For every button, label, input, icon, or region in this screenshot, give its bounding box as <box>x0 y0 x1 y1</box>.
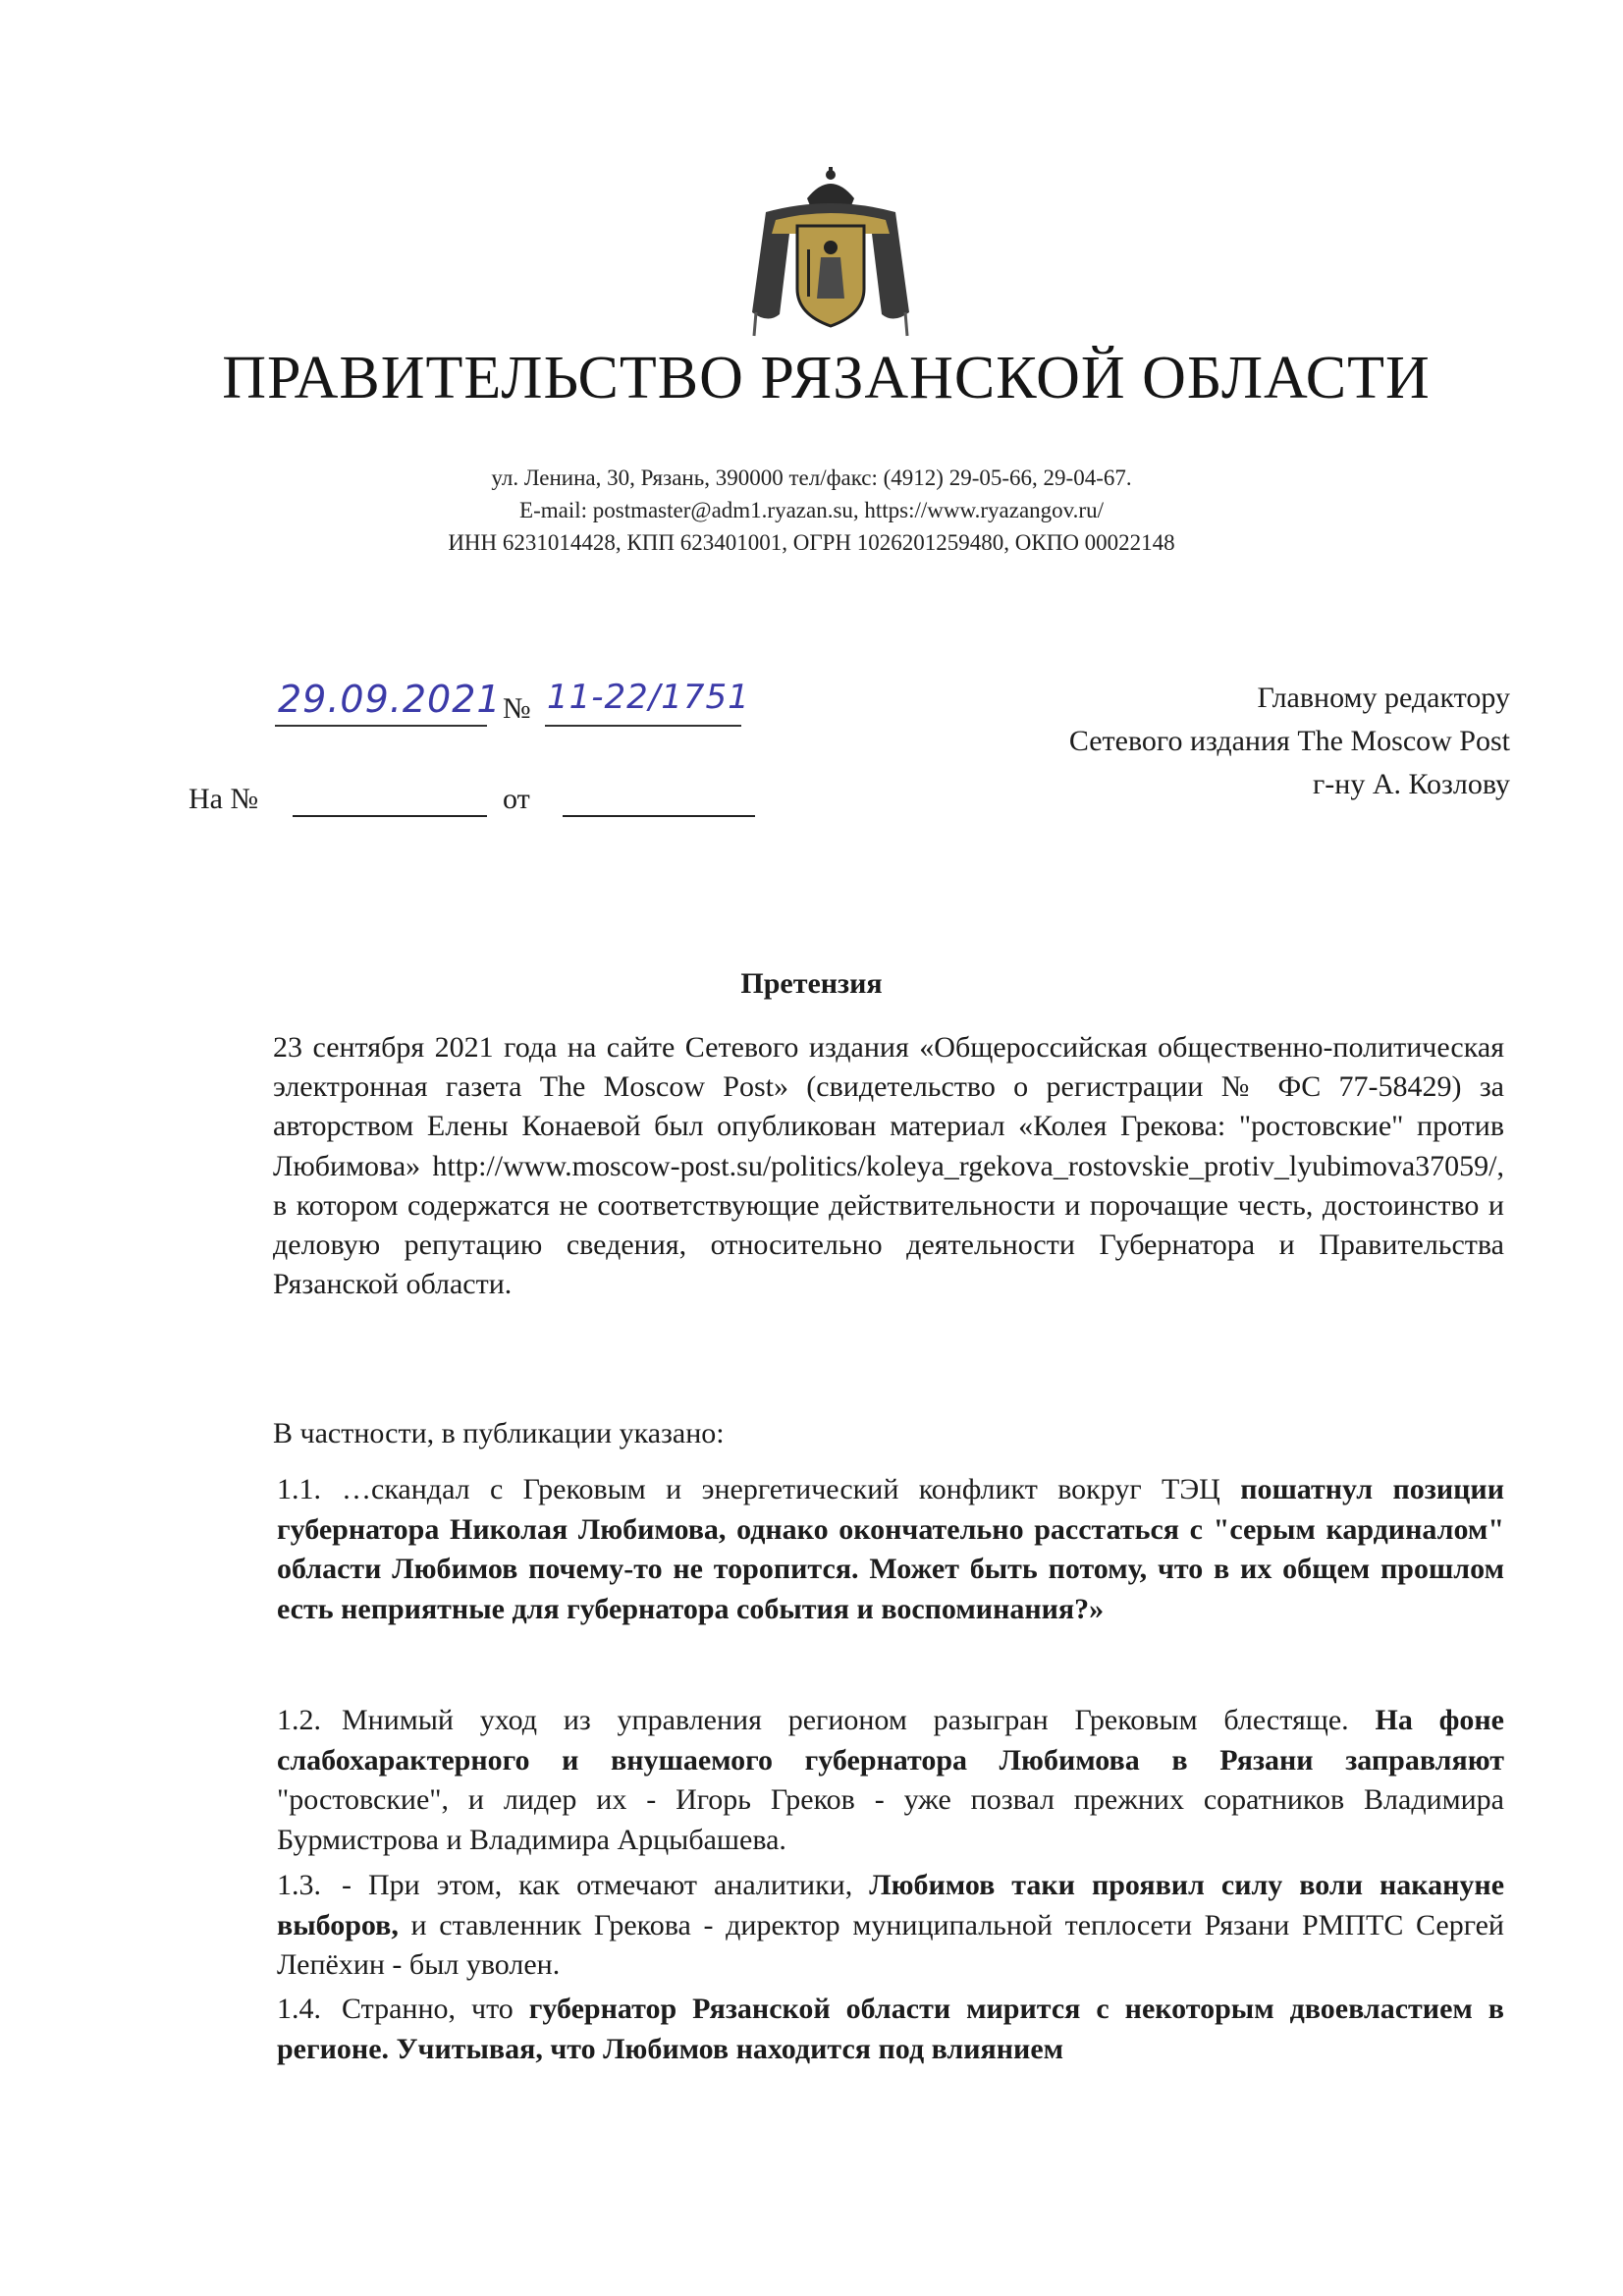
item-tail: "ростовские", и лидер их - Игорь Греков - уже позвал прежних соратников Владимира Бурмистрова и Владимира Арцыбашева. <box>277 1783 1504 1856</box>
reply-number-label: На № <box>189 783 259 815</box>
number-sign: № <box>503 692 531 725</box>
item-number: 1.2. <box>277 1704 321 1736</box>
date-underline <box>275 725 487 727</box>
quote-item <box>277 1990 1504 2069</box>
item-plain: Мнимый уход из управления регионом разыгран Грековым блестяще. <box>342 1704 1376 1736</box>
contact-line: E-mail: postmaster@adm1.ryazan.su, https://www.ryazangov.ru/ <box>519 498 1104 522</box>
registration-date: 29.09.2021 <box>278 678 502 721</box>
requisites-line: ИНН 6231014428, КПП 623401001, ОГРН 1026201259480, ОКПО 00022148 <box>448 530 1175 555</box>
item-bold: пошатнул позиции губернатора Николая Любимова, однако окончательно расстаться с "серым кардиналом" области Любимов почему-то не торопится. Может быть потому, что в их общем прошлом есть неприятные для губернатора события и воспоминания?» <box>277 1473 1504 1625</box>
reply-date-label: от <box>503 783 530 815</box>
registration-number: 11-22/1751 <box>547 678 750 717</box>
item-number: 1.3. <box>277 1869 321 1901</box>
quote-item <box>277 1866 1504 1986</box>
coat-of-arms-icon <box>746 165 915 342</box>
document-heading: Претензия <box>740 967 883 1000</box>
item-tail: и ставленник Грекова - директор муниципальной теплосети Рязани РМПТС Сергей Лепёхин - был уволен. <box>277 1908 1504 1981</box>
item-plain: …скандал с Грековым и энергетический конфликт вокруг ТЭЦ <box>342 1473 1241 1505</box>
item-plain: - При этом, как отмечают аналитики, <box>342 1869 870 1901</box>
item-plain: Странно, что <box>342 1993 529 2025</box>
addressee-line3: г-ну А. Козлову <box>1313 768 1510 800</box>
reply-date-blank <box>563 815 755 817</box>
address-line: ул. Ленина, 30, Рязань, 390000 тел/факс: (4912) 29-05-66, 29-04-67. <box>491 465 1132 490</box>
organization-title: ПРАВИТЕЛЬСТВО РЯЗАНСКОЙ ОБЛАСТИ <box>222 345 1431 411</box>
item-bold: Любимов таки проявил силу воли накануне выборов, <box>277 1869 1505 1941</box>
addressee-line2: Сетевого издания The Moscow Post <box>1068 725 1510 757</box>
lead-text: 23 сентября 2021 года на сайте Сетевого издания «Общероссийская общественно-политическая электронная газета The Moscow Post» (свидетельство о регистрации № ФС 77-58429) за авторством Елены Конаевой был опубликован материал «Колея Грекова: "ростовские" против Любимова» http://www.moscow-post.su/politics/koleya_rgekova_rostovskie_protiv_lyubimova37059/, в котором содержатся не соответствующие действительности и порочащие честь, достоинство и деловую репутацию сведения, относительно деятельности Губернатора и Правительства Рязанской области. <box>273 1031 1504 1301</box>
addressee-line1: Главному редактору <box>1257 682 1510 714</box>
item-bold: губернатор Рязанской области мирится с некоторым двоевластием в регионе. Учитывая, что Любимов находится под влиянием <box>277 1993 1504 2065</box>
number-underline <box>545 725 741 727</box>
item-bold: На фоне слабохарактерного и внушаемого губернатора Любимова в Рязани заправляют <box>277 1704 1504 1777</box>
lead-paragraph <box>273 1028 1504 1304</box>
quote-item <box>277 1701 1504 1860</box>
reply-number-blank <box>293 815 487 817</box>
item-number: 1.4. <box>277 1993 321 2025</box>
item-number: 1.1. <box>277 1473 321 1505</box>
quote-item <box>277 1470 1504 1629</box>
intro-paragraph: В частности, в публикации указано: <box>273 1417 725 1449</box>
